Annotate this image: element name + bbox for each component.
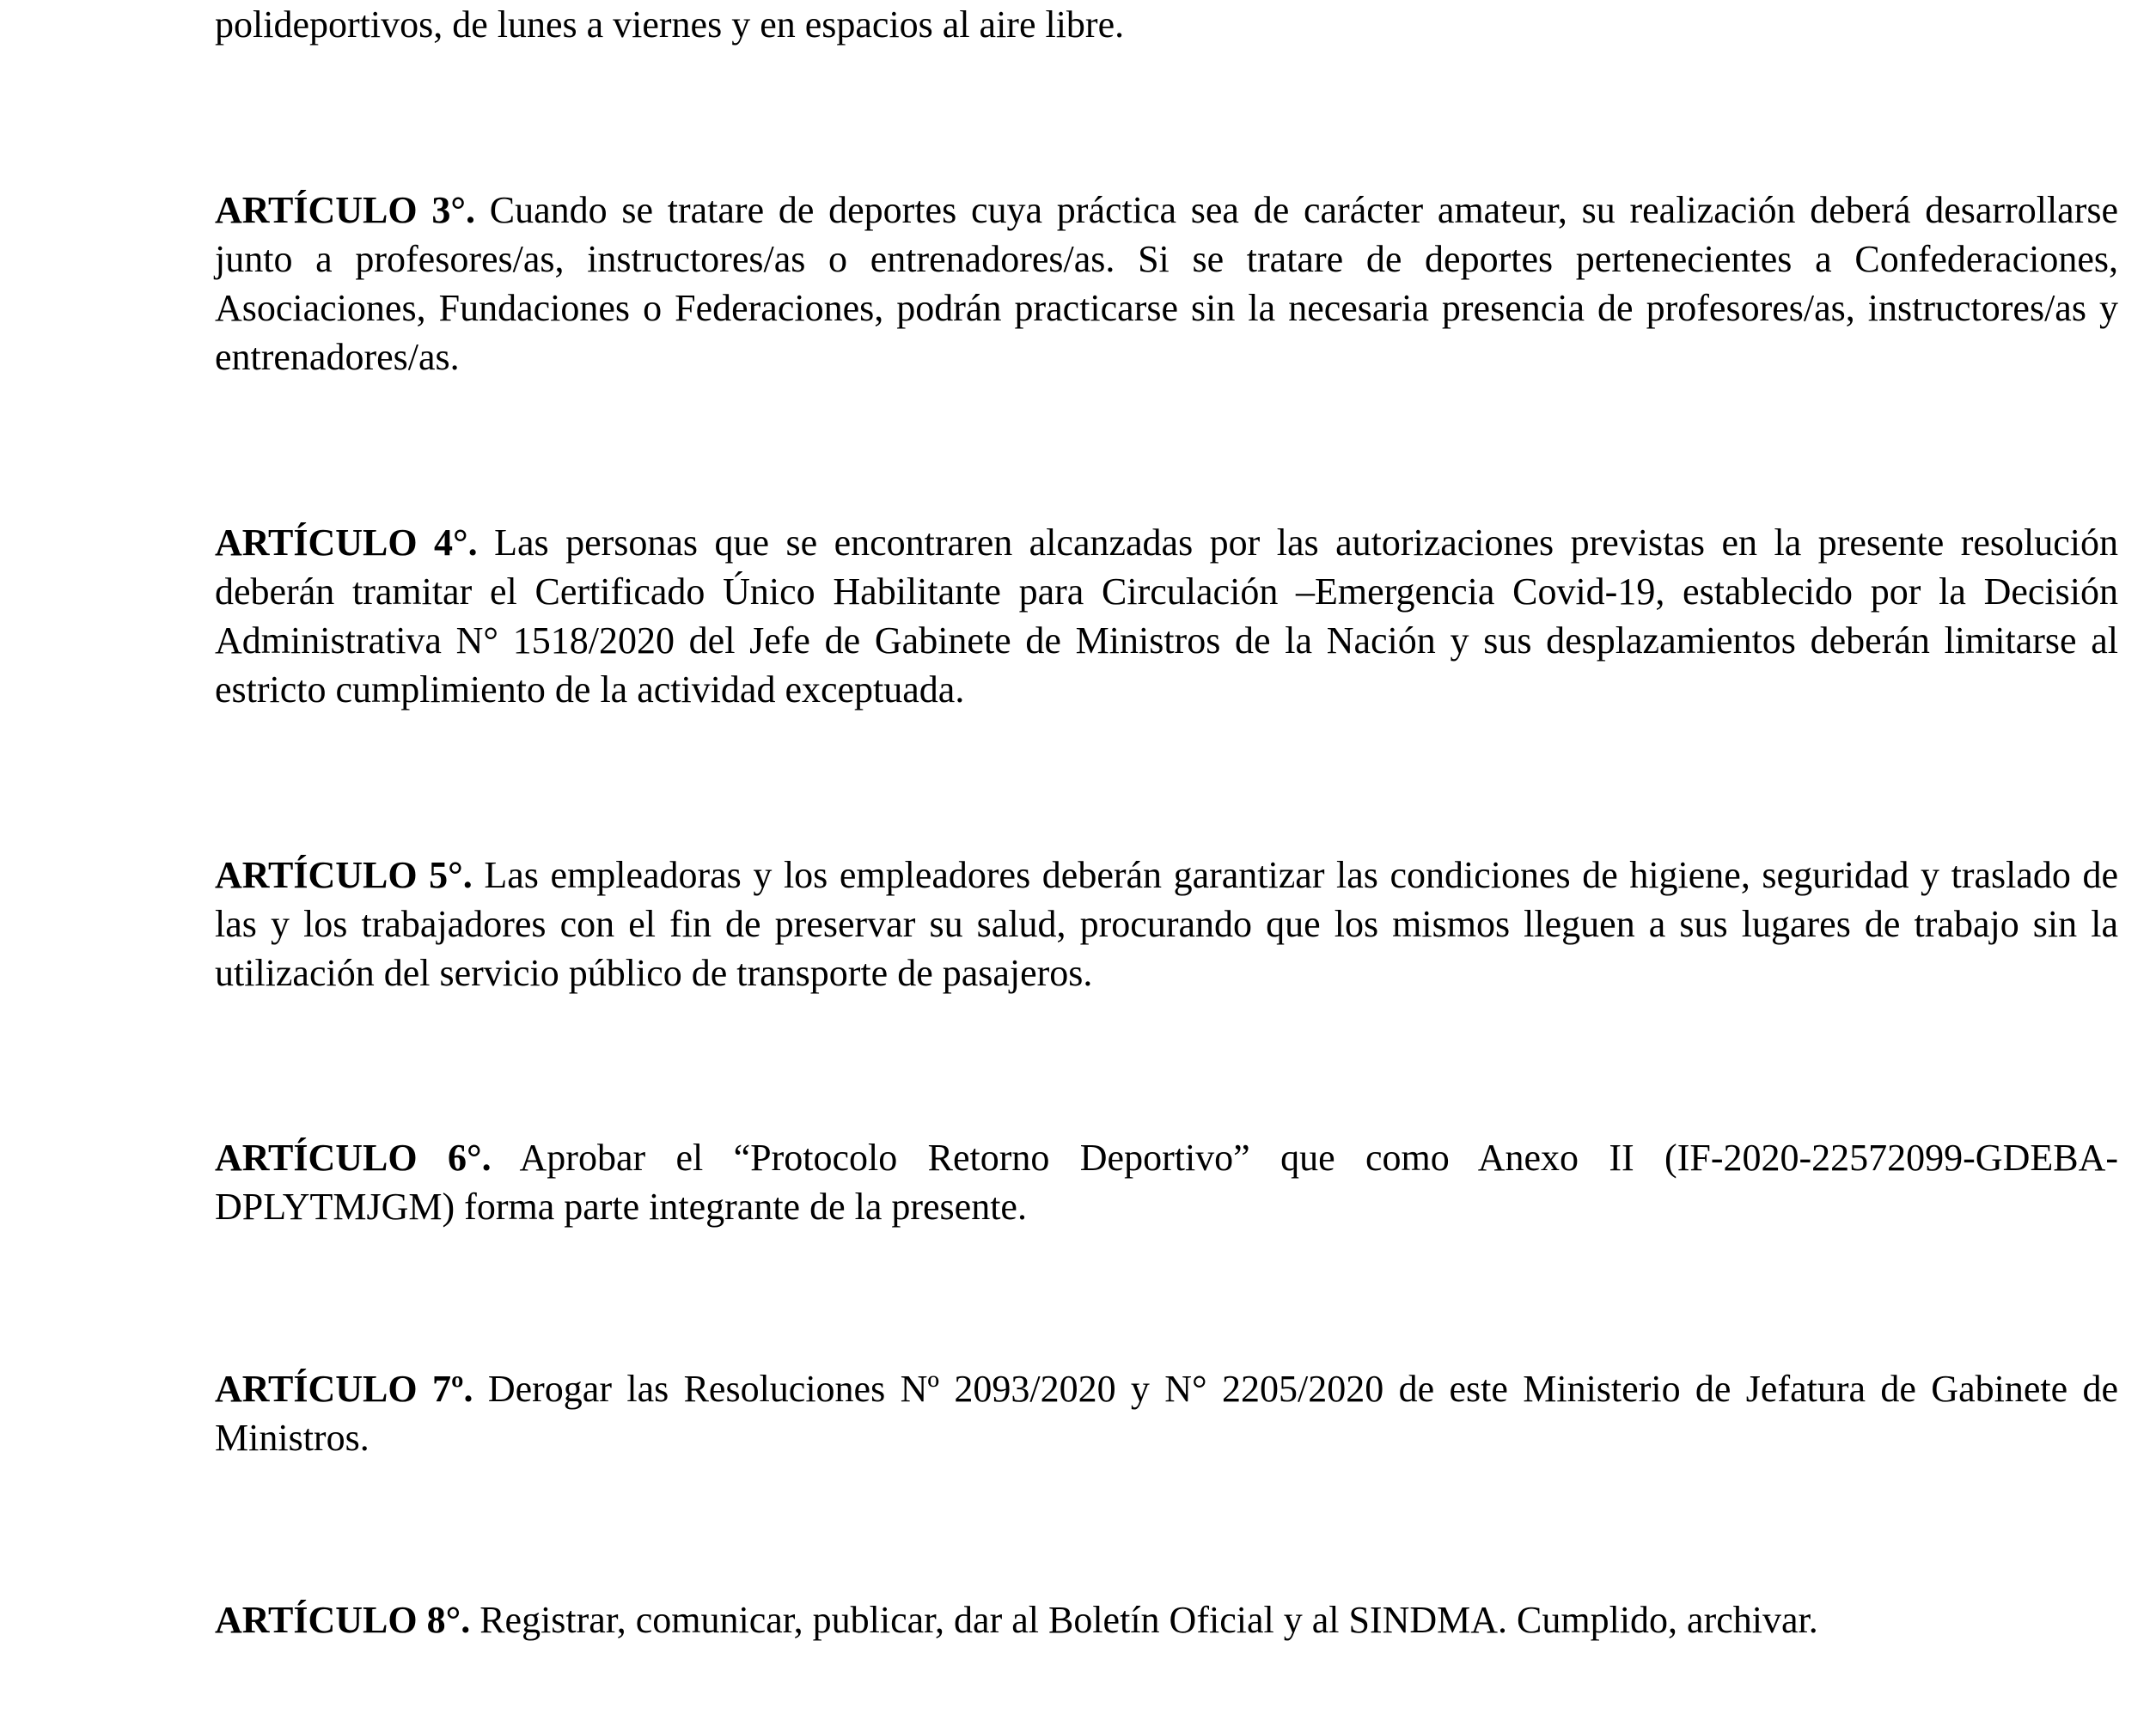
article-3-paragraph [215,186,2118,381]
article-6-paragraph [215,1133,2118,1231]
article-8-text: Registrar, comunicar, publicar, dar al Boletín Oficial y al SINDMA. Cumplido, archivar. [479,1599,1818,1641]
article-5-paragraph [215,851,2118,997]
article-4-paragraph [215,518,2118,714]
article-6-text: Aprobar el “Protocolo Retorno Deportivo” que como Anexo II (IF-2020-22572099-GDEBA-DPLYTMJGM) forma parte integrante de la presente. [215,1137,2118,1228]
article-6-label: ARTÍCULO 6°. [215,1137,492,1179]
article-4-text: Las personas que se encontraren alcanzadas por las autorizaciones previstas en la presente resolución deberán tramitar el Certificado Único Habilitante para Circulación –Emergencia Covid-19, establecido por la Decisión Administrativa N° 1518/2020 del Jefe de Gabinete de Ministros de la Nación y sus desplazamientos deberán limitarse al estricto cumplimiento de la actividad exceptuada. [215,521,2118,711]
article-8-label: ARTÍCULO 8°. [215,1599,471,1641]
article-8-paragraph [215,1595,2118,1644]
article-3-text: Cuando se tratare de deportes cuya práctica sea de carácter amateur, su realización deberá desarrollarse junto a profesores/as, instructores/as o entrenadores/as. Si se tratare de deportes pertenecientes a Confederaciones, Asociaciones, Fundaciones o Federaciones, podrán practicarse sin la necesaria presencia de profesores/as, instructores/as y entrenadores/as. [215,189,2118,378]
document-page [215,0,2118,1720]
article-5-label: ARTÍCULO 5°. [215,854,473,896]
article-7-label: ARTÍCULO 7º. [215,1368,473,1410]
article-5-text: Las empleadoras y los empleadores deberán garantizar las condiciones de higiene, seguridad y traslado de las y los trabajadores con el fin de preservar su salud, procurando que los mismos lleguen a sus lugares de trabajo sin la utilización del servicio público de transporte de pasajeros. [215,854,2119,994]
continuation-text: polideportivos, de lunes a viernes y en espacios al aire libre. [215,3,1125,46]
article-3-label: ARTÍCULO 3°. [215,189,475,231]
article-4-label: ARTÍCULO 4°. [215,521,478,564]
article-7-text: Derogar las Resoluciones Nº 2093/2020 y N° 2205/2020 de este Ministerio de Jefatura de Gabinete de Ministros. [215,1368,2118,1459]
continuation-paragraph [215,0,2118,49]
article-7-paragraph [215,1364,2118,1462]
